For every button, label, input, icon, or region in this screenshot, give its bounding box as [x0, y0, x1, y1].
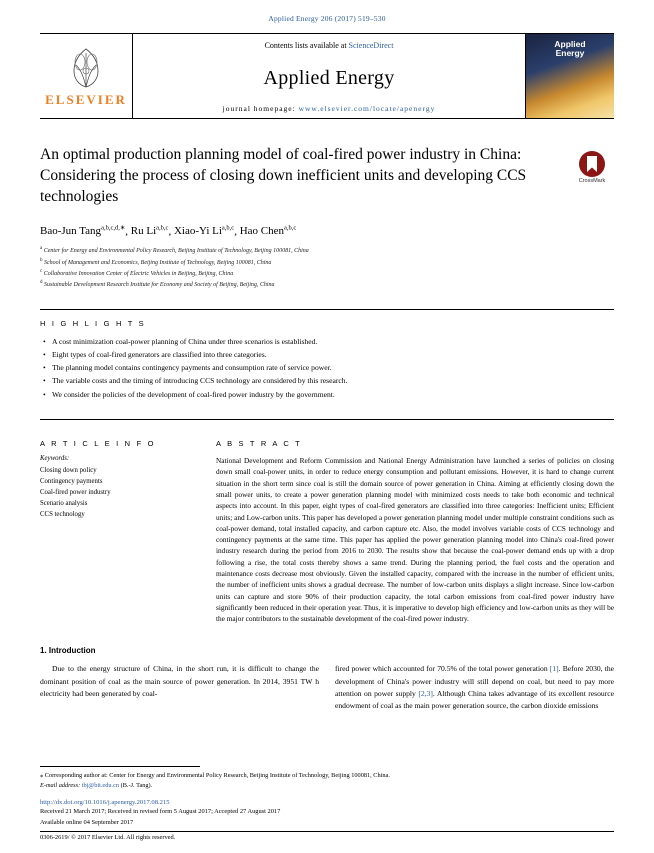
corresponding-author-text: Corresponding author at: Center for Energy and Environmental Policy Research, Beijing Institute of Technology, Beijing 100081, China.: [44, 772, 390, 780]
abstract-column: [216, 430, 614, 624]
affiliation-c-text: Collaborative Innovation Center of Electric Vehicles in Beijing, Beijing, China: [43, 271, 234, 278]
affiliation-b: [40, 257, 614, 268]
affiliation-d-text: Sustainable Development Research Institute for Economy and Society of Beijing, Beijing, China: [44, 282, 275, 289]
contents-prefix: Contents lists available at: [264, 41, 349, 50]
affiliation-a-label: a: [40, 246, 43, 252]
affiliation-a: [40, 245, 614, 256]
list-item: • Eight types of coal-fired generators are classified into three categories.: [52, 348, 614, 361]
list-item: • We consider the policies of the development of coal-fired power industry by the government.: [52, 388, 614, 401]
author-3-marks: a,b,c: [221, 224, 235, 232]
article-history: Received 21 March 2017; Received in revised form 5 August 2017; Accepted 27 August 2017: [40, 807, 281, 815]
author-1: Bao-Jun Tang$^{a,b,c,d,∗}$: [40, 224, 126, 238]
keyword-item: Closing down policy: [40, 467, 97, 475]
intro-paragraph-left: Due to the energy structure of China, in the short run, it is difficult to change the dominant position of coal as the main source of power generation. In 2014, 3951 TW h electricity had been generated by coal-: [40, 664, 319, 698]
journal-title: Applied Energy: [263, 66, 395, 89]
publisher-logo: [40, 34, 133, 118]
intro-right-column: [335, 663, 614, 712]
intro-right-part3: . Although China takes advantage of its excellent resource endowment of coal as the main power generation source, the carbon dioxide emissions: [335, 688, 614, 710]
keywords-list: [40, 465, 202, 520]
affiliation-d-label: d: [40, 280, 43, 286]
copyright-divider: [40, 831, 614, 841]
abstract-heading: A B S T R A C T: [216, 439, 302, 449]
author-2: Ru Li$^{a,b,c}$: [130, 224, 169, 238]
affiliation-a-text: Center for Energy and Environmental Policy Research, Beijing Institute of Technology, Beijing 100081, China: [43, 248, 309, 255]
page-title: An optimal production planning model of coal-fired power industry in China: Considering the process of closing down inefficient units and developing CCS technologies: [40, 146, 527, 205]
abstract-divider: [40, 419, 614, 420]
corresponding-author-note: [40, 771, 614, 781]
abstract-body: [216, 455, 614, 624]
keyword-item: Contingency payments: [40, 478, 103, 486]
email-label: E-mail address:: [40, 782, 81, 790]
intro-right-part1: fired power which accounted for 70.5% of the total power generation: [335, 664, 550, 674]
affiliation-d: [40, 279, 614, 290]
keyword-item: Coal-fired power industry: [40, 489, 111, 497]
sciencedirect-link[interactable]: ScienceDirect: [348, 41, 394, 50]
homepage-prefix: journal homepage:: [222, 104, 299, 113]
affiliation-list: [40, 245, 614, 290]
affiliation-c: [40, 268, 614, 279]
available-online: Available online 04 September 2017: [40, 818, 134, 826]
highlights-heading: H I G H L I G H T S: [40, 318, 146, 328]
footnote-marker: ⁎: [40, 772, 44, 780]
crossmark-badge[interactable]: [570, 151, 614, 184]
copyright-line: 0306-2619/ © 2017 Elsevier Ltd. All rights reserved.: [40, 834, 176, 841]
intro-left-column: [40, 663, 319, 712]
page-footer: [40, 766, 614, 841]
article-info-column: [40, 430, 216, 624]
publisher-name: ELSEVIER: [45, 91, 127, 107]
article-info-heading: A R T I C L E I N F O: [40, 439, 156, 449]
footnote-divider: [40, 766, 200, 767]
introduction-columns: [40, 663, 614, 712]
cover-title-top: Applied: [554, 39, 586, 49]
list-item: • A cost minimization coal-power planning of China under three scenarios is established.: [52, 335, 614, 348]
highlights-divider: [40, 309, 614, 310]
cover-title-bottom: Energy: [555, 47, 585, 58]
cover-title: [526, 40, 614, 58]
highlights-section: [40, 335, 614, 401]
crossmark-label: CrossMark: [578, 178, 606, 184]
journal-cover-image: [525, 34, 614, 118]
keywords-label: Keywords:: [40, 455, 70, 463]
citation-ref-1[interactable]: [1]: [549, 664, 559, 674]
title-block: [40, 145, 614, 291]
affiliation-c-label: c: [40, 269, 43, 275]
list-item: • The planning model contains contingency payments and consumption rate of service power.: [52, 361, 614, 374]
keyword-item: CCS technology: [40, 511, 85, 519]
section-heading-introduction: 1. Introduction: [40, 646, 96, 656]
highlights-list: [40, 335, 614, 401]
author-4-marks: a,b,c: [283, 224, 297, 232]
crossmark-icon: [579, 151, 605, 177]
contents-line: [133, 41, 525, 50]
keyword-item: Scenario analysis: [40, 500, 88, 508]
abstract-text: National Development and Reform Commission and National Energy Administration have launched a series of policies on closing down small coal-power units, in order to reduce energy consumption and pollutant emissions. However, it is hard to change current situation in the short term since coal is still the domain source of power generation in China. Aiming at efficiently closing down the small power units, to create a power generation planning model with minimized costs needs to take both economic and technical aspects into account. In this paper, eight types of coal-fired generators are classified into three categories: Inefficient units; Efficient units; and Low-carbon units. This paper has developed a power generation planning model under multiple constraint conditions such as coal-power demand, total installed capacity, and carbon capture etc. Also, the model involves variable costs of CCS technology and contingency payments at the same time. This paper has applied the power generation planning model into China's coal-fired power industry research during the period from 2016 to 2030. The results show that because the coal-power demand ends up with a drop following a rise, the total costs thereby shows a same trend. During the planning period, the fuel costs and the operation and maintenance costs decrease most obviously. Given the installed capacity, compared with the increase in the number of efficient units, the number of inefficient units shows a gradual decrease. The number of low-carbon units displays a slight increase. Since low-carbon units can capture and store 90% of their production capacity, the total carbon emissions from coal-fired power industry have significantly been reduced in their operation year. Thus, it is imperative to develop high efficiency and low-carbon units as they will be the major contributors to the sustainable development of the coal-fired power industry.: [216, 456, 614, 624]
author-3: Xiao-Yi Li$^{a,b,c}$: [173, 224, 235, 238]
journal-homepage-line: [133, 104, 525, 113]
citation-ref-2[interactable]: [2,3]: [418, 688, 433, 698]
author-4: Hao Chen$^{a,b,c}$: [239, 224, 297, 238]
elsevier-tree-icon: [56, 45, 116, 91]
masthead-center: [133, 34, 525, 118]
email-address[interactable]: tbj@bit.edu.cn: [81, 782, 120, 790]
list-item: • The variable costs and the timing of introducing CCS technology are considered by this research.: [52, 374, 614, 387]
info-abstract-section: [40, 430, 614, 624]
author-2-marks: a,b,c: [156, 224, 169, 232]
affiliation-b-label: b: [40, 257, 43, 263]
journal-masthead: [40, 33, 614, 119]
email-suffix: (B.-J. Tang).: [120, 782, 153, 790]
journal-homepage-link[interactable]: www.elsevier.com/locate/apenergy: [298, 104, 436, 113]
email-note: [40, 781, 614, 791]
author-list: Bao-Jun Tang$^{a,b,c,d,∗}$, Ru Li$^{a,b,c}$, Xiao-Yi Li$^{a,b,c}$, Hao Chen$^{a,b,c}$: [40, 224, 297, 238]
intro-paragraph-right: [335, 663, 614, 712]
author-1-marks: a,b,c,d,∗: [101, 224, 126, 232]
running-head: Applied Energy 206 (2017) 519–530: [268, 14, 386, 23]
affiliation-b-text: School of Management and Economics, Beijing Institute of Technology, Beijing 100081, China: [44, 259, 272, 266]
intro-right-part2: . Before 2030, the development of China's power industry will still depend on coal, but need to pay more attention on power supply: [335, 664, 614, 698]
doi-link[interactable]: http://dx.doi.org/10.1016/j.apenergy.2017.08.215: [40, 798, 170, 806]
